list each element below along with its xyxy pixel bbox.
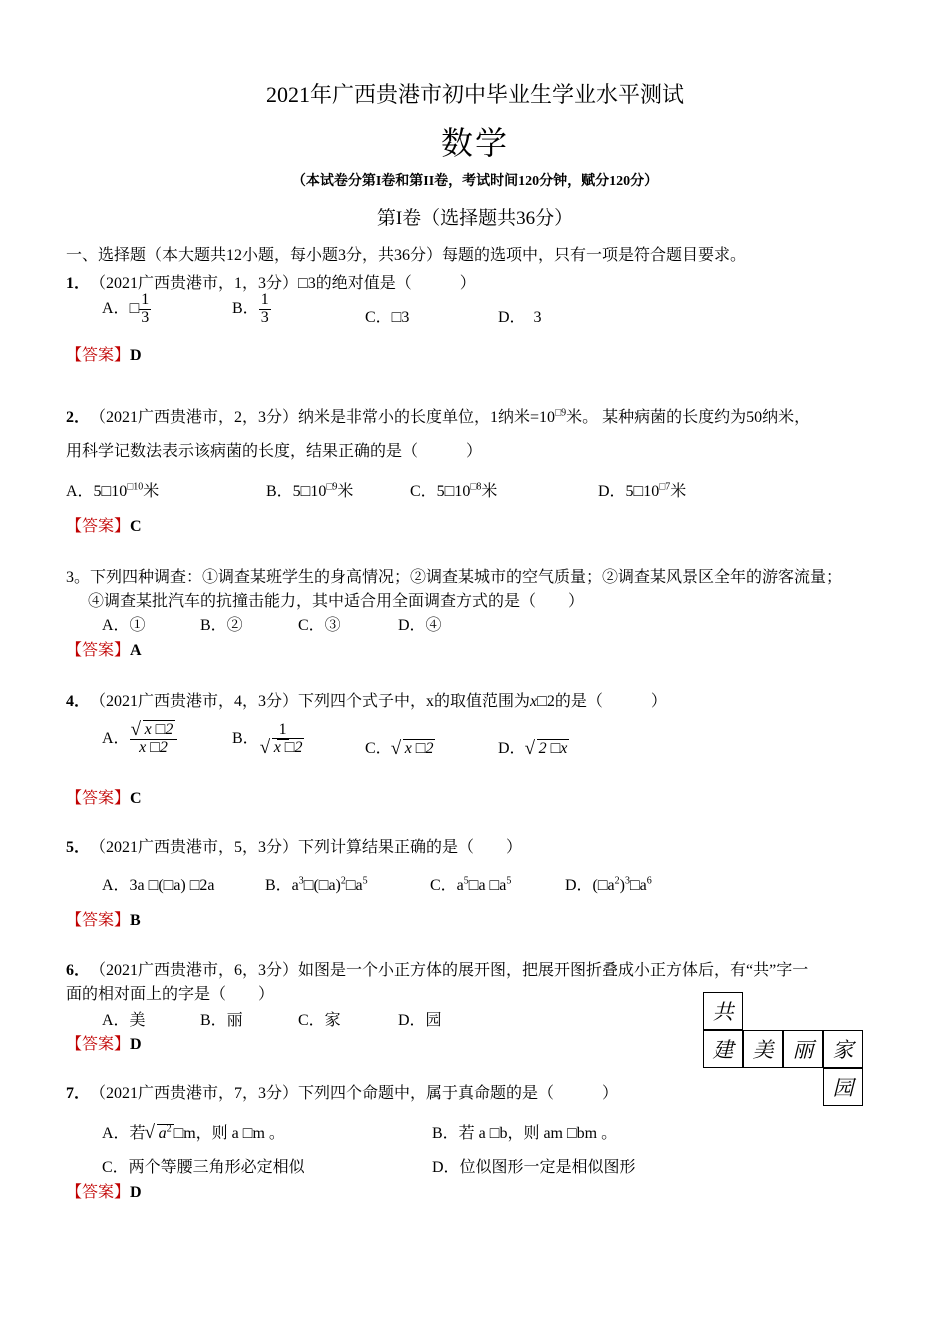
section-instructions: 一、选择题（本大题共12小题，每小题3分，共36分）每题的选项中，只有一项是符合题目要求。 xyxy=(66,247,747,264)
q5-option-a: A．3a □(□a) □2a xyxy=(102,877,215,894)
q5-answer: 【答案】B xyxy=(66,912,141,929)
q4-option-c: C．√ x □2 xyxy=(365,735,435,758)
question-4-stem: 4． （2021广西贵港市，4，3分）下列四个式子中，x的取值范围为x□2的是（ ） xyxy=(66,693,667,710)
question-3-stem: 3。下列四种调查：①调查某班学生的身高情况；②调查某城市的空气质量；②调查某风景区全年的游客流量； xyxy=(66,569,843,586)
q1-option-b: B． $\frac{1}{3}$ xyxy=(232,291,269,326)
q7-option-b: B．若 a □b，则 am □bm 。 xyxy=(432,1125,618,1142)
net-cell-jia: 家 xyxy=(823,1030,863,1068)
q2-answer: 【答案】C xyxy=(66,518,142,535)
q4-option-d: D．√ 2 □x xyxy=(498,735,569,758)
q6-answer: 【答案】D xyxy=(66,1036,142,1053)
net-cell-yuan: 园 xyxy=(823,1068,863,1106)
question-6-stem: 6． （2021广西贵港市，6，3分）如图是一个小正方体的展开图，把展开图折叠成小正方体后，有“共”字一 xyxy=(66,962,809,979)
q7-option-d: D．位似图形一定是相似图形 xyxy=(432,1159,636,1176)
q3-option-a: A．① xyxy=(102,617,146,634)
q3-option-c: C．③ xyxy=(298,617,341,634)
net-cell-li: 丽 xyxy=(783,1030,823,1068)
q2-option-b: B．$5□10^{□9}$米 xyxy=(266,481,354,500)
q4-answer: 【答案】C xyxy=(66,790,142,807)
question-1-stem: 1． （2021广西贵港市，1，3分）□3的绝对值是（ ） xyxy=(66,275,476,292)
exam-note: （本试卷分第I卷和第II卷，考试时间120分钟，赋分120分） xyxy=(291,174,659,189)
question-3-stem-line2: ④调查某批汽车的抗撞击能力，其中适合用全面调查方式的是（ ） xyxy=(88,593,585,610)
q2-option-c: C．$5□10^{□8}$米 xyxy=(410,481,498,500)
q7-option-c: C．两个等腰三角形必定相似 xyxy=(102,1159,305,1176)
q6-option-d: D．园 xyxy=(398,1012,442,1029)
q4-option-b: B． 1 √ x □2 xyxy=(232,722,306,757)
q5-option-b: B．$a^3□(□a)^2□a^5$ xyxy=(265,875,368,894)
q1-answer: 【答案】D xyxy=(66,347,142,364)
q6-option-c: C．家 xyxy=(298,1012,341,1029)
q1-option-a: A．□ $\frac{1}{3}$ xyxy=(102,291,150,326)
q3-option-d: D．④ xyxy=(398,617,442,634)
question-2-stem: 2． （2021广西贵港市，2，3分）纳米是非常小的长度单位，1纳米$=10^{□9}$米。 某种病菌的长度约为50纳米， xyxy=(66,407,811,426)
net-cell-mei: 美 xyxy=(743,1030,783,1068)
q4-option-a: A． √ $\frac{x □2}{x □2}$ xyxy=(102,722,177,757)
question-6-stem-line2: 面的相对面上的字是（ ） xyxy=(66,986,275,1003)
part-title: 第I卷（选择题共36分） xyxy=(376,208,574,229)
question-7-stem: 7． （2021广西贵港市，7，3分）下列四个命题中，属于真命题的是（ ） xyxy=(66,1085,619,1102)
question-2-stem-line2: 用科学记数法表示该病菌的长度，结果正确的是（ ） xyxy=(66,443,483,460)
net-cell-jian: 建 xyxy=(703,1030,743,1068)
q3-option-b: B．② xyxy=(200,617,243,634)
q2-option-a: A．$5□10^{□10}$米 xyxy=(66,481,160,500)
q6-option-a: A．美 xyxy=(102,1012,146,1029)
subject-title: 数学 xyxy=(440,125,509,161)
q6-option-b: B．丽 xyxy=(200,1012,243,1029)
q5-option-c: C．$a^5□a$ $□a^5$ xyxy=(430,875,512,894)
q1-option-c: C．□3 xyxy=(365,309,410,326)
q5-option-d: D．$(□a^2)^3□a^6$ xyxy=(565,875,652,894)
q2-option-d: D．$5□10^{□7}$米 xyxy=(598,481,687,500)
q7-answer: 【答案】D xyxy=(66,1184,142,1201)
q1-option-d: D． 3 xyxy=(498,309,542,326)
question-5-stem: 5． （2021广西贵港市，5，3分）下列计算结果正确的是（ ） xyxy=(66,839,523,856)
q7-option-a: A．若√ $a^2$ □m，则 a □m 。 xyxy=(102,1120,285,1143)
net-cell-gong: 共 xyxy=(703,992,743,1030)
q3-answer: 【答案】A xyxy=(66,642,142,659)
exam-title: 2021年广西贵港市初中毕业生学业水平测试 xyxy=(265,82,684,107)
